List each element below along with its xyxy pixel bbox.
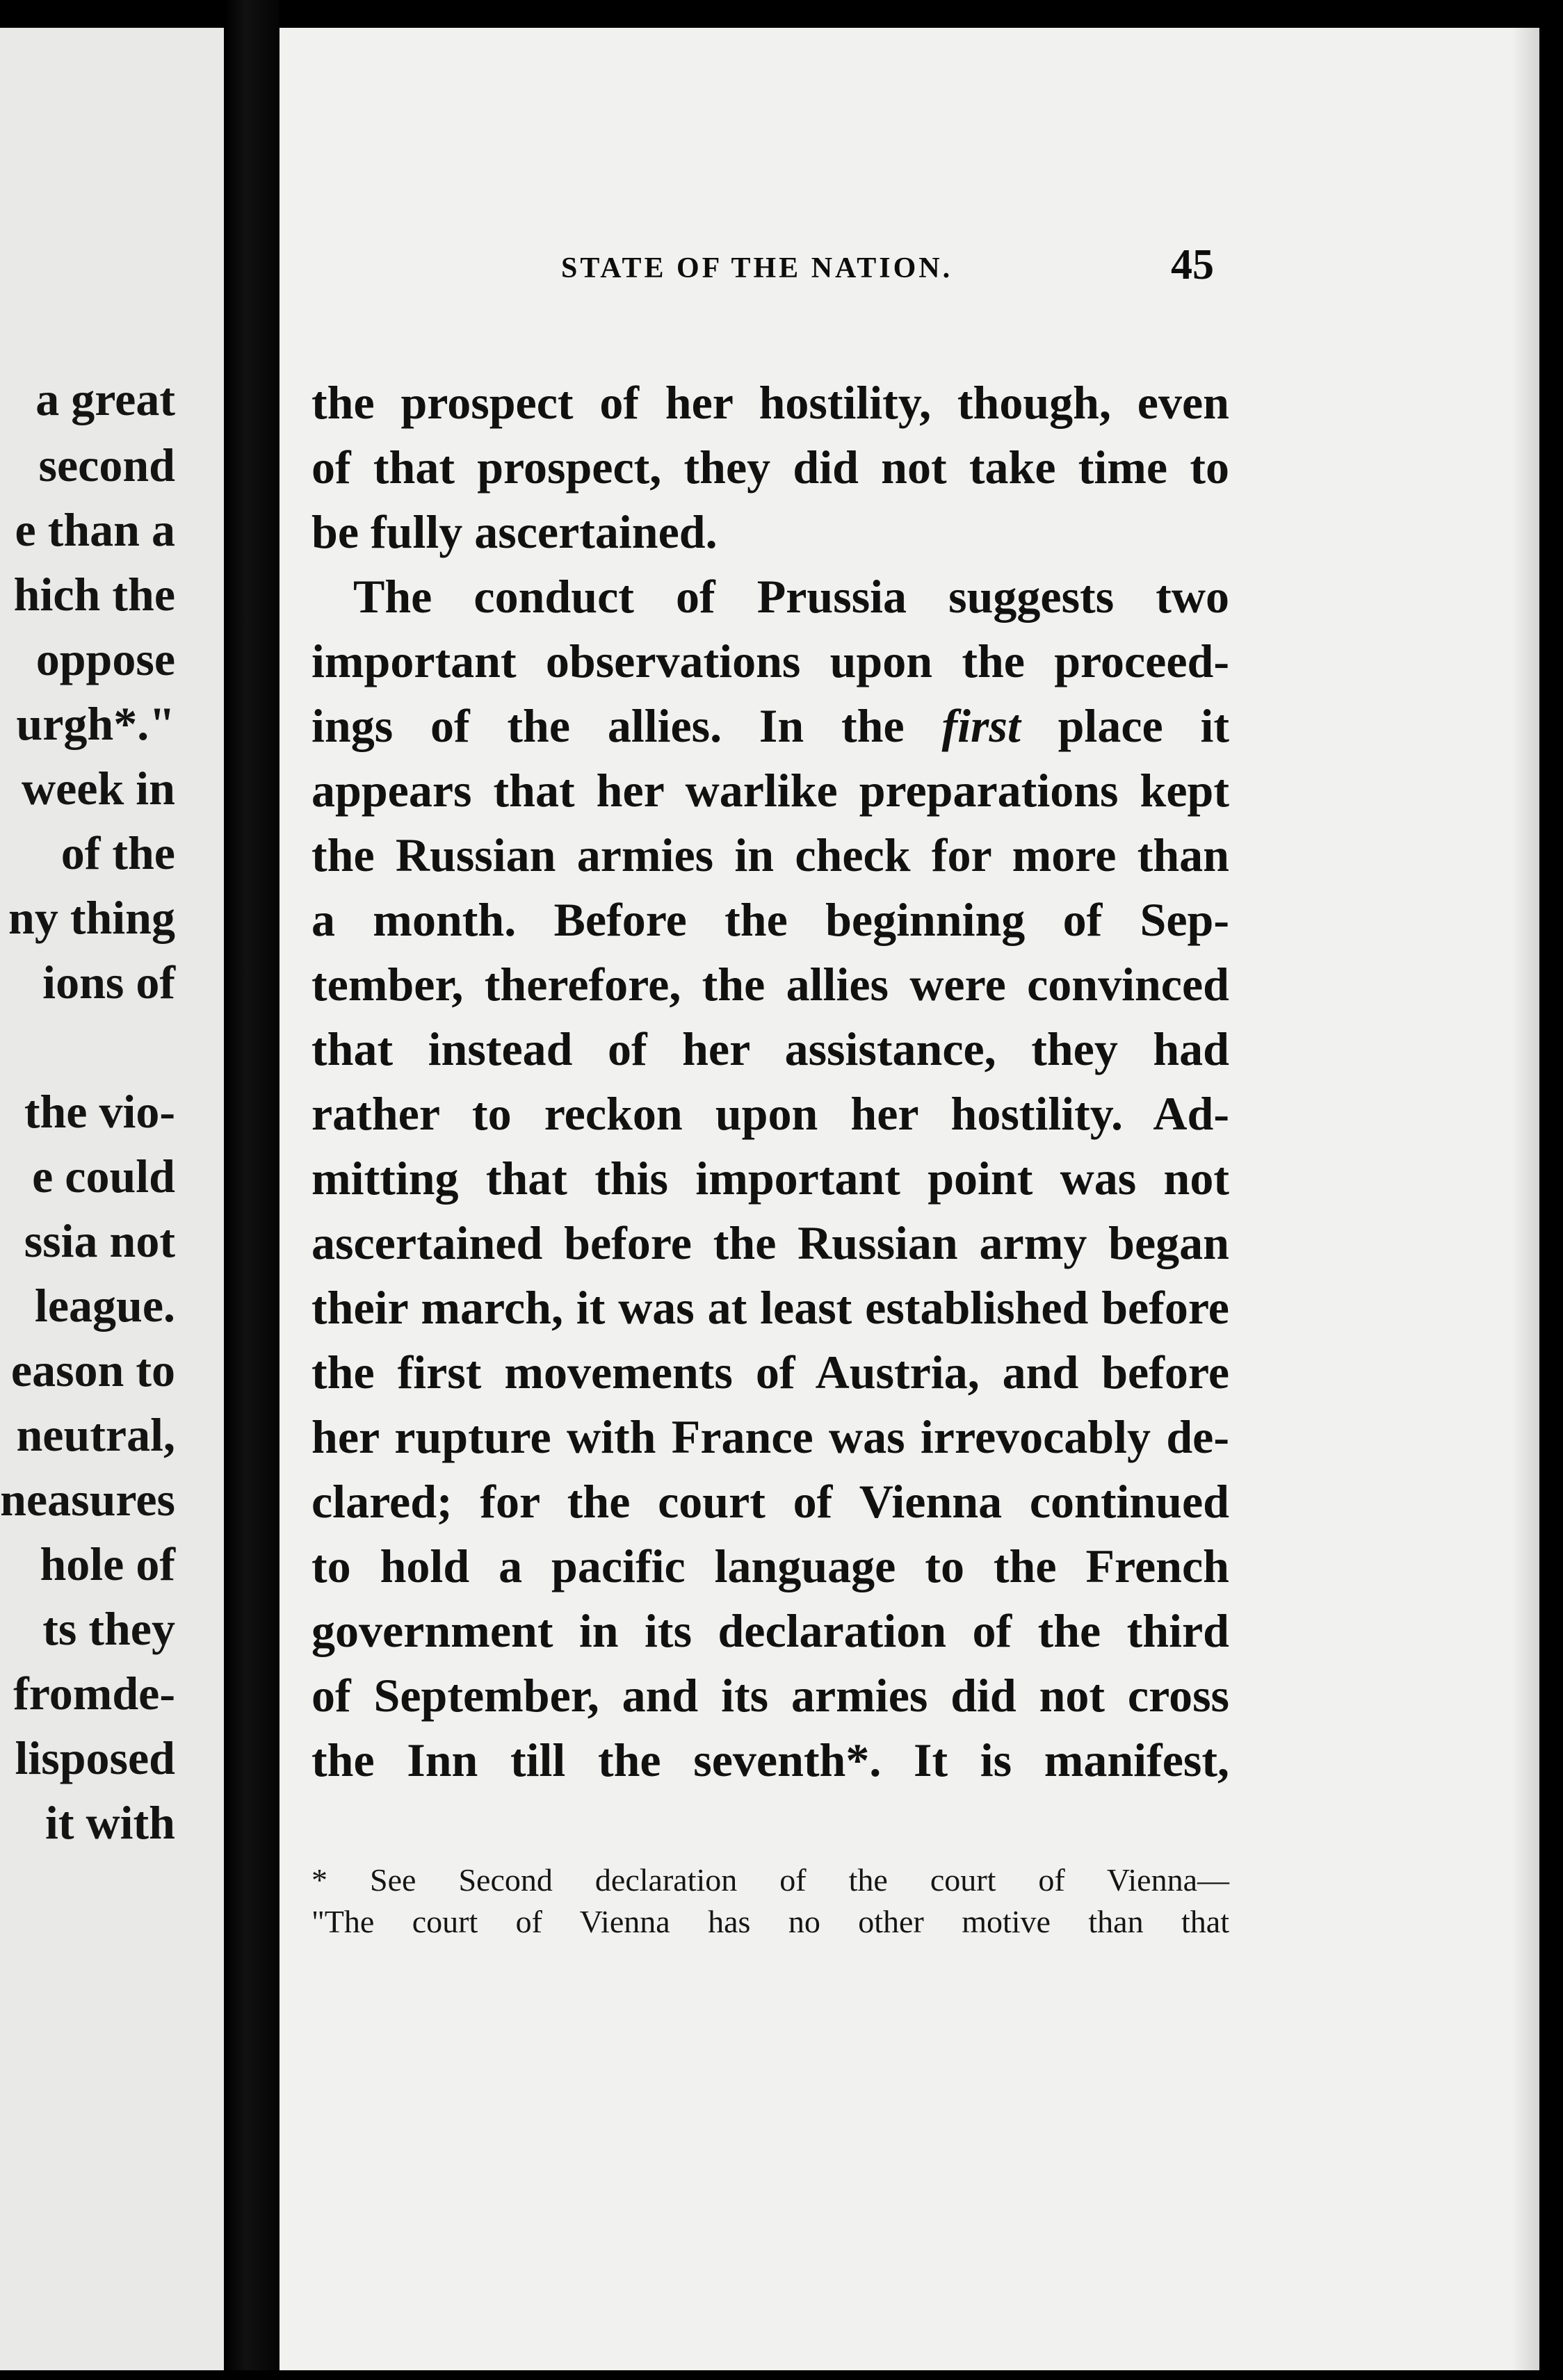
body-line: the first movements of Austria, and before xyxy=(311,1346,1229,1399)
body-line: that instead of her assistance, they had xyxy=(311,1022,1229,1075)
running-head: STATE OF THE NATION. xyxy=(561,252,953,284)
body-line: rather to reckon upon her hostility. Ad- xyxy=(311,1087,1229,1140)
body-text: ings of the allies. In the xyxy=(311,699,905,752)
facing-page-line: league. xyxy=(34,1279,175,1332)
body-line: her rupture with France was irrevocably de- xyxy=(311,1410,1229,1463)
facing-page-line: ny thing xyxy=(8,891,175,944)
scan-border xyxy=(0,2370,1563,2380)
facing-page-line: eason to xyxy=(10,1344,175,1396)
body-line: of September, and its armies did not cross xyxy=(311,1669,1229,1722)
facing-page-line: oppose xyxy=(35,633,175,685)
body-text: place it xyxy=(1058,699,1230,752)
facing-page-fragment xyxy=(0,28,224,2370)
facing-page-line: the vio- xyxy=(24,1085,175,1138)
facing-page-line: lisposed xyxy=(15,1731,175,1784)
facing-page-line: a great xyxy=(35,373,175,425)
facing-page-line: e than a xyxy=(15,503,175,556)
body-line: ascertained before the Russian army began xyxy=(311,1216,1229,1269)
facing-page-line: hole of xyxy=(40,1538,175,1590)
facing-page-line: second xyxy=(38,439,175,491)
body-line: government in its declaration of the third xyxy=(311,1604,1229,1657)
italic-emphasis: first xyxy=(941,699,1021,752)
facing-page-line: ions of xyxy=(42,956,175,1009)
paragraph-start-line: The conduct of Prussia suggests two xyxy=(353,570,1229,623)
body-line: appears that her warlike preparations kept xyxy=(311,764,1229,817)
body-line: the Inn till the seventh*. It is manifest, xyxy=(311,1734,1229,1786)
page-number: 45 xyxy=(1171,241,1214,288)
facing-page-line: neasures xyxy=(0,1473,175,1526)
body-line: of that prospect, they did not take time to xyxy=(311,441,1229,494)
facing-page-line: ssia not xyxy=(24,1214,175,1267)
body-line: to hold a pacific language to the French xyxy=(311,1540,1229,1592)
body-line: important observations upon the proceed- xyxy=(311,635,1229,687)
facing-page-line: urgh*." xyxy=(16,697,175,750)
body-line: their march, it was at least established before xyxy=(311,1281,1229,1334)
footnote-line: "The court of Vienna has no other motive than that xyxy=(311,1904,1229,1939)
book-gutter xyxy=(224,0,280,2380)
facing-page-line: neutral, xyxy=(16,1408,175,1461)
body-line: a month. Before the beginning of Sep- xyxy=(311,893,1229,946)
facing-page-line: it with xyxy=(45,1796,175,1849)
body-line: be fully ascertained. xyxy=(311,505,718,558)
footnote-line: * See Second declaration of the court of Vienna— xyxy=(311,1862,1229,1898)
facing-page-line: week in xyxy=(22,762,175,815)
body-line: the prospect of her hostility, though, even xyxy=(311,376,1229,429)
body-line: mitting that this important point was not xyxy=(311,1152,1229,1205)
body-line: clared; for the court of Vienna continued xyxy=(311,1475,1229,1528)
body-line: the Russian armies in check for more than xyxy=(311,829,1229,881)
main-page xyxy=(280,28,1539,2370)
facing-page-line: ts they xyxy=(42,1602,175,1655)
body-line: tember, therefore, the allies were convinced xyxy=(311,958,1229,1011)
facing-page-line: of the xyxy=(60,826,175,879)
facing-page-line: fromde- xyxy=(13,1667,175,1720)
body-line-with-italic xyxy=(311,699,1230,752)
facing-page-line: hich the xyxy=(13,568,175,621)
facing-page-line: e could xyxy=(32,1150,175,1203)
